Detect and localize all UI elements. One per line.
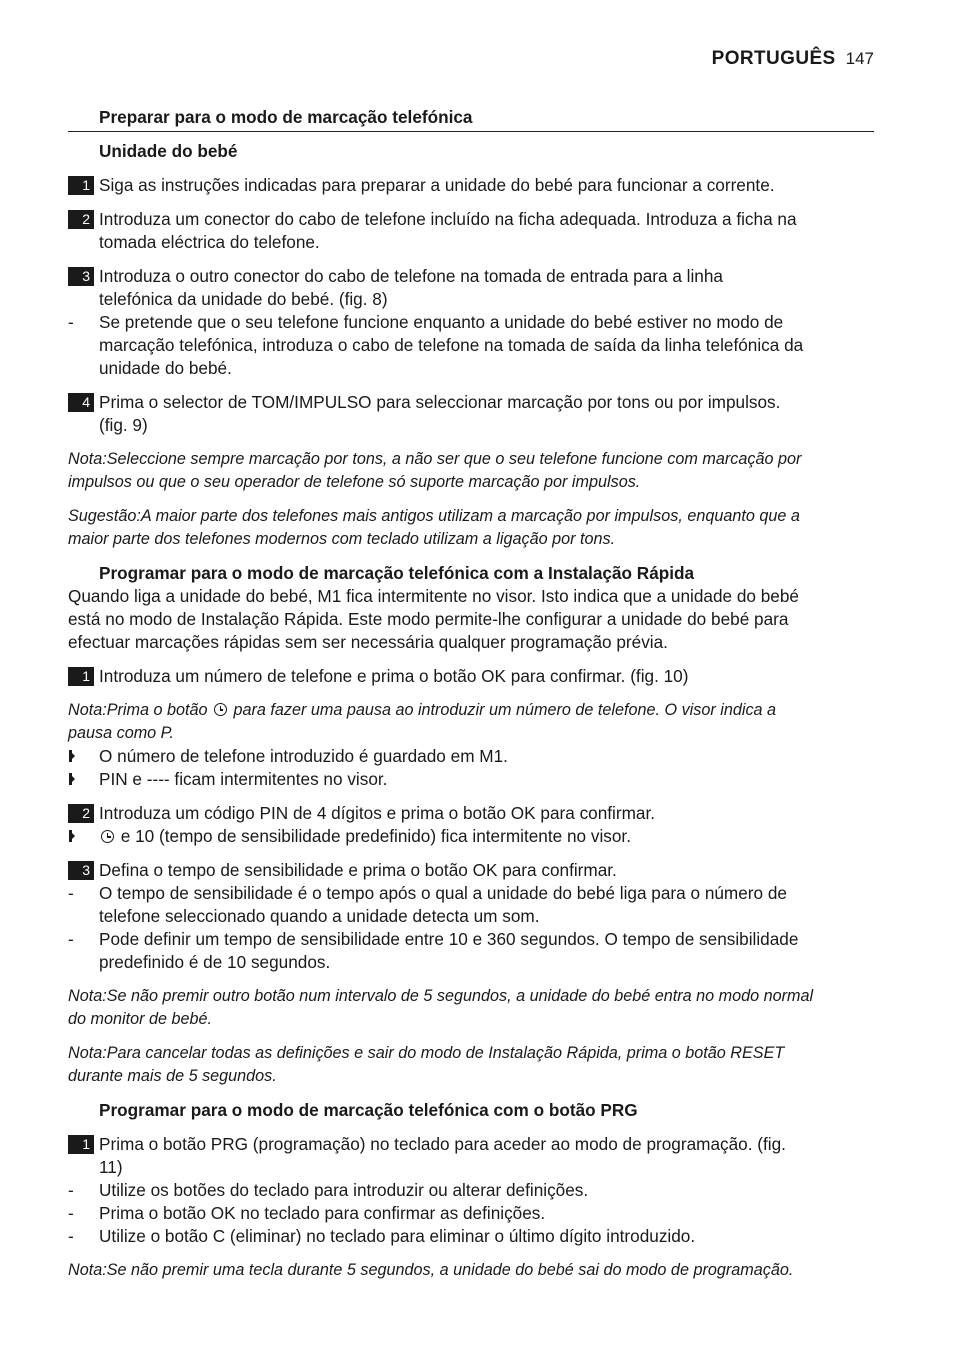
step-text: Prima o selector de TOM/IMPULSO para seleccionar marcação por tons ou por impulsos. xyxy=(99,392,781,412)
note-text: Nota:Seleccione sempre marcação por tons, a não ser que o seu telefone funcione com marcação por xyxy=(68,450,802,468)
note-text: Nota:Prima o botão xyxy=(68,701,208,719)
dash-bullet: - xyxy=(68,883,74,903)
subsection-title: Unidade do bebé xyxy=(99,141,238,161)
note-text: durante mais de 5 segundos. xyxy=(68,1067,277,1085)
step-3 xyxy=(68,265,874,380)
step-text: telefónica da unidade do bebé. (fig. 8) xyxy=(99,289,388,309)
dash-text: Pode definir um tempo de sensibilidade entre 10 e 360 segundos. O tempo de sensibilidade xyxy=(99,929,799,949)
dash-bullet: - xyxy=(68,1180,74,1200)
clock-icon xyxy=(101,830,114,843)
note xyxy=(68,699,874,745)
step-number: 1 xyxy=(68,176,94,195)
dash-text: telefone seleccionado quando a unidade detecta um som. xyxy=(99,906,540,926)
result-text: O número de telefone introduzido é guardado em M1. xyxy=(99,746,508,766)
triangle-bullet-icon xyxy=(69,830,75,842)
note-text: impulsos ou que o seu operador de telefone só suporte marcação por impulsos. xyxy=(68,473,641,491)
note-text: Nota:Para cancelar todas as definições e sair do modo de Instalação Rápida, prima o botão RESET xyxy=(68,1044,785,1062)
dash-text: Se pretende que o seu telefone funcione enquanto a unidade do bebé estiver no modo de xyxy=(99,312,784,332)
step-text: (fig. 9) xyxy=(99,415,148,435)
result-text: PIN e ---- ficam intermitentes no visor. xyxy=(99,769,388,789)
step-3 xyxy=(68,859,874,974)
step-text: 11) xyxy=(99,1157,123,1177)
dash-bullet: - xyxy=(68,929,74,949)
step-1 xyxy=(68,1133,874,1248)
page-number: 147 xyxy=(845,49,874,68)
result-text: e 10 (tempo de sensibilidade predefinido) fica intermitente no visor. xyxy=(120,826,631,846)
section-title: Programar para o modo de marcação telefónica com o botão PRG xyxy=(99,1100,638,1120)
step-number: 3 xyxy=(68,861,94,880)
tip-text: maior parte dos telefones modernos com teclado utilizam a ligação por tons. xyxy=(68,530,616,548)
step-text: Siga as instruções indicadas para preparar a unidade do bebé para funcionar a corrente. xyxy=(99,175,775,195)
tip-text: Sugestão:A maior parte dos telefones mais antigos utilizam a marcação por impulsos, enquanto que a xyxy=(68,507,800,525)
note-text: para fazer uma pausa ao introduzir um número de telefone. O visor indica a xyxy=(233,701,777,719)
tip xyxy=(68,505,874,551)
dash-bullet: - xyxy=(68,312,74,332)
dash-text: unidade do bebé. xyxy=(99,358,232,378)
step-text: Prima o botão PRG (programação) no teclado para aceder ao modo de programação. (fig. xyxy=(99,1134,786,1154)
step-number: 2 xyxy=(68,804,94,823)
note-text: Nota:Se não premir uma tecla durante 5 segundos, a unidade do bebé sai do modo de programação. xyxy=(68,1261,794,1279)
dash-text: O tempo de sensibilidade é o tempo após o qual a unidade do bebé liga para o número de xyxy=(99,883,787,903)
step-4 xyxy=(68,391,874,437)
triangle-bullet-icon xyxy=(69,750,75,762)
note xyxy=(68,448,874,494)
page-content xyxy=(68,106,874,1282)
language-label: PORTUGUÊS xyxy=(711,48,836,69)
paragraph-line: efectuar marcações rápidas sem ser necessária qualquer programação prévia. xyxy=(68,632,668,652)
dash-text: Prima o botão OK no teclado para confirmar as definições. xyxy=(99,1203,546,1223)
dash-text: predefinido é de 10 segundos. xyxy=(99,952,331,972)
step-number: 4 xyxy=(68,393,94,412)
note-text: Nota:Se não premir outro botão num intervalo de 5 segundos, a unidade do bebé entra no modo normal xyxy=(68,987,814,1005)
step-1 xyxy=(68,174,874,197)
step-2 xyxy=(68,208,874,254)
step-number: 1 xyxy=(68,667,94,686)
section-title: Preparar para o modo de marcação telefónica xyxy=(68,106,874,132)
note xyxy=(68,985,874,1031)
step-text: tomada eléctrica do telefone. xyxy=(99,232,320,252)
step-text: Introduza um conector do cabo de telefone incluído na ficha adequada. Introduza a ficha na xyxy=(99,209,797,229)
dash-text: Utilize os botões do teclado para introduzir ou alterar definições. xyxy=(99,1180,589,1200)
dash-text: Utilize o botão C (eliminar) no teclado para eliminar o último dígito introduzido. xyxy=(99,1226,696,1246)
page-header xyxy=(712,48,874,70)
dash-bullet: - xyxy=(68,1203,74,1223)
note-text: pausa como P. xyxy=(68,724,174,742)
dash-bullet: - xyxy=(68,1226,74,1246)
clock-icon xyxy=(214,703,227,716)
step-number: 1 xyxy=(68,1135,94,1154)
step-text: Introduza um número de telefone e prima o botão OK para confirmar. (fig. 10) xyxy=(99,666,689,686)
step-1 xyxy=(68,665,874,688)
triangle-bullet-icon xyxy=(69,773,75,785)
section-title: Programar para o modo de marcação telefónica com a Instalação Rápida xyxy=(99,563,695,583)
step-number: 2 xyxy=(68,210,94,229)
step-text: Introduza o outro conector do cabo de telefone na tomada de entrada para a linha xyxy=(99,266,723,286)
paragraph-line: Quando liga a unidade do bebé, M1 fica intermitente no visor. Isto indica que a unidade do bebé xyxy=(68,586,799,606)
paragraph-line: está no modo de Instalação Rápida. Este modo permite-lhe configurar a unidade do bebé para xyxy=(68,609,789,629)
step-2 xyxy=(68,802,874,848)
step-number: 3 xyxy=(68,267,94,286)
step-text: Defina o tempo de sensibilidade e prima o botão OK para confirmar. xyxy=(99,860,617,880)
note-text: do monitor de bebé. xyxy=(68,1010,212,1028)
note xyxy=(68,1042,874,1088)
dash-text: marcação telefónica, introduza o cabo de telefone na tomada de saída da linha telefónica da xyxy=(99,335,804,355)
step-text: Introduza um código PIN de 4 dígitos e prima o botão OK para confirmar. xyxy=(99,803,656,823)
